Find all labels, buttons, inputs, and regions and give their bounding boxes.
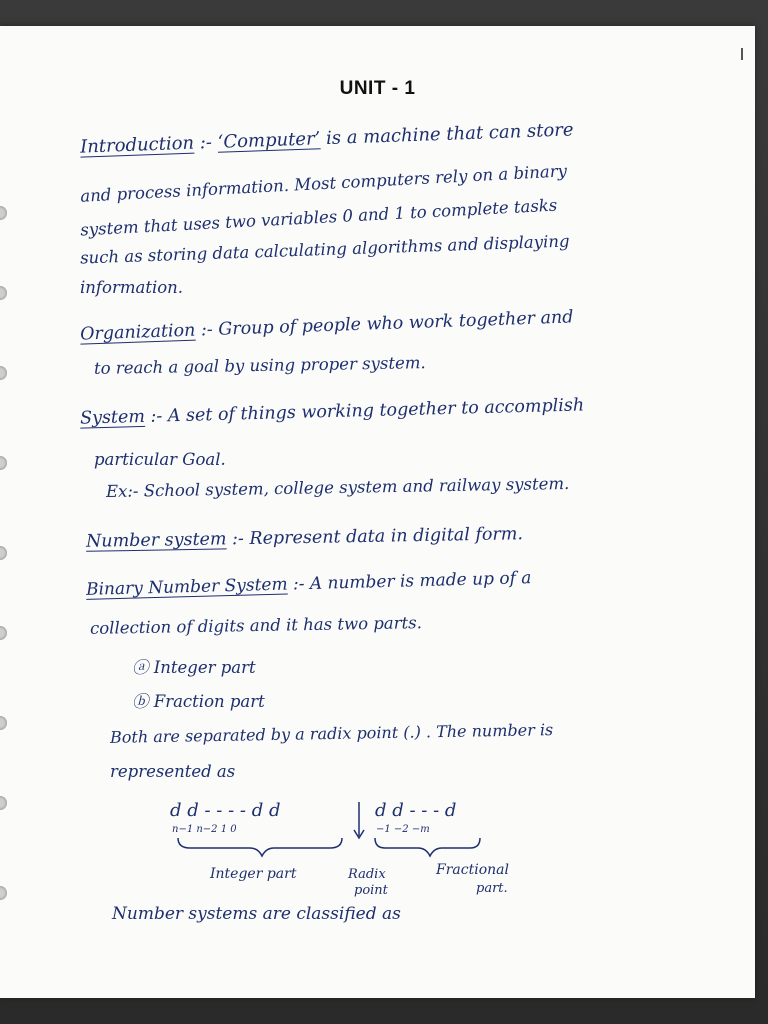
organization-heading: Organization [79,320,196,345]
binary-line-4: represented as [110,762,236,781]
integer-part-label: Integer part [210,866,297,882]
intro-text-1: is a machine that can store [319,119,574,150]
corner-mark [741,48,743,60]
number-system-heading: Number system [85,529,227,552]
binary-item-a: ⓐ Integer part [132,658,256,677]
number-system-text-1: :- Represent data in digital form. [226,524,524,550]
radix-point-label-2: point [354,883,388,898]
fraction-digits: d d - - - d [375,800,457,821]
integer-digits: d d - - - - d d [170,800,281,821]
binary-line-3: Both are separated by a radix point (.) . The number is [109,720,554,747]
binder-hole [0,546,7,560]
integer-brace [178,838,342,856]
system-heading: System [79,406,146,429]
system-example: Ex:- School system, college system and railway system. [105,473,570,502]
system-line-1 [80,395,585,428]
binary-heading: Binary Number System [85,574,288,600]
organization-line-2: to reach a goal by using proper system. [93,353,426,378]
binder-hole [0,366,7,380]
page-title: UNIT - 1 [339,78,416,99]
binary-text-1: :- A number is made up of a [287,568,532,595]
system-text-1: :- A set of things working together to accomplish [144,395,585,427]
notebook-page [0,26,755,998]
fraction-brace [375,838,480,856]
binder-hole [0,206,7,220]
system-line-2: particular Goal. [94,450,226,469]
binder-hole [0,886,7,900]
radix-point-label-1: Radix [348,867,386,882]
intro-line-2: and process information. Most computers rely on a binary [79,161,568,206]
binder-hole [0,286,7,300]
closing-line: Number systems are classified as [112,904,401,924]
binder-hole [0,796,7,810]
binder-hole [0,716,7,730]
intro-term: ‘Computer’ [217,128,321,153]
organization-line-1 [80,307,574,344]
organization-text-1: :- Group of people who work together and [195,307,574,341]
binary-line-1 [86,568,532,600]
binder-hole [0,626,7,640]
number-system-line-1 [86,524,523,552]
intro-heading: Introduction [79,132,195,158]
intro-line-1 [80,119,574,157]
intro-line-4: such as storing data calculating algorithms and displaying [79,231,570,268]
binary-line-2: collection of digits and it has two parts. [89,613,423,638]
fraction-subscripts: −1 −2 −m [376,824,430,835]
fractional-part-label-2: part. [476,881,508,896]
binary-item-b: ⓑ Fraction part [132,692,265,711]
intro-line-3: system that uses two variables 0 and 1 to complete tasks [79,195,558,240]
binder-hole [0,456,7,470]
intro-separator: :- [193,131,219,154]
intro-line-5: information. [80,278,184,297]
fractional-part-label-1: Fractional [436,862,509,878]
integer-subscripts: n−1 n−2 1 0 [172,824,237,835]
radix-diagram [170,786,570,916]
